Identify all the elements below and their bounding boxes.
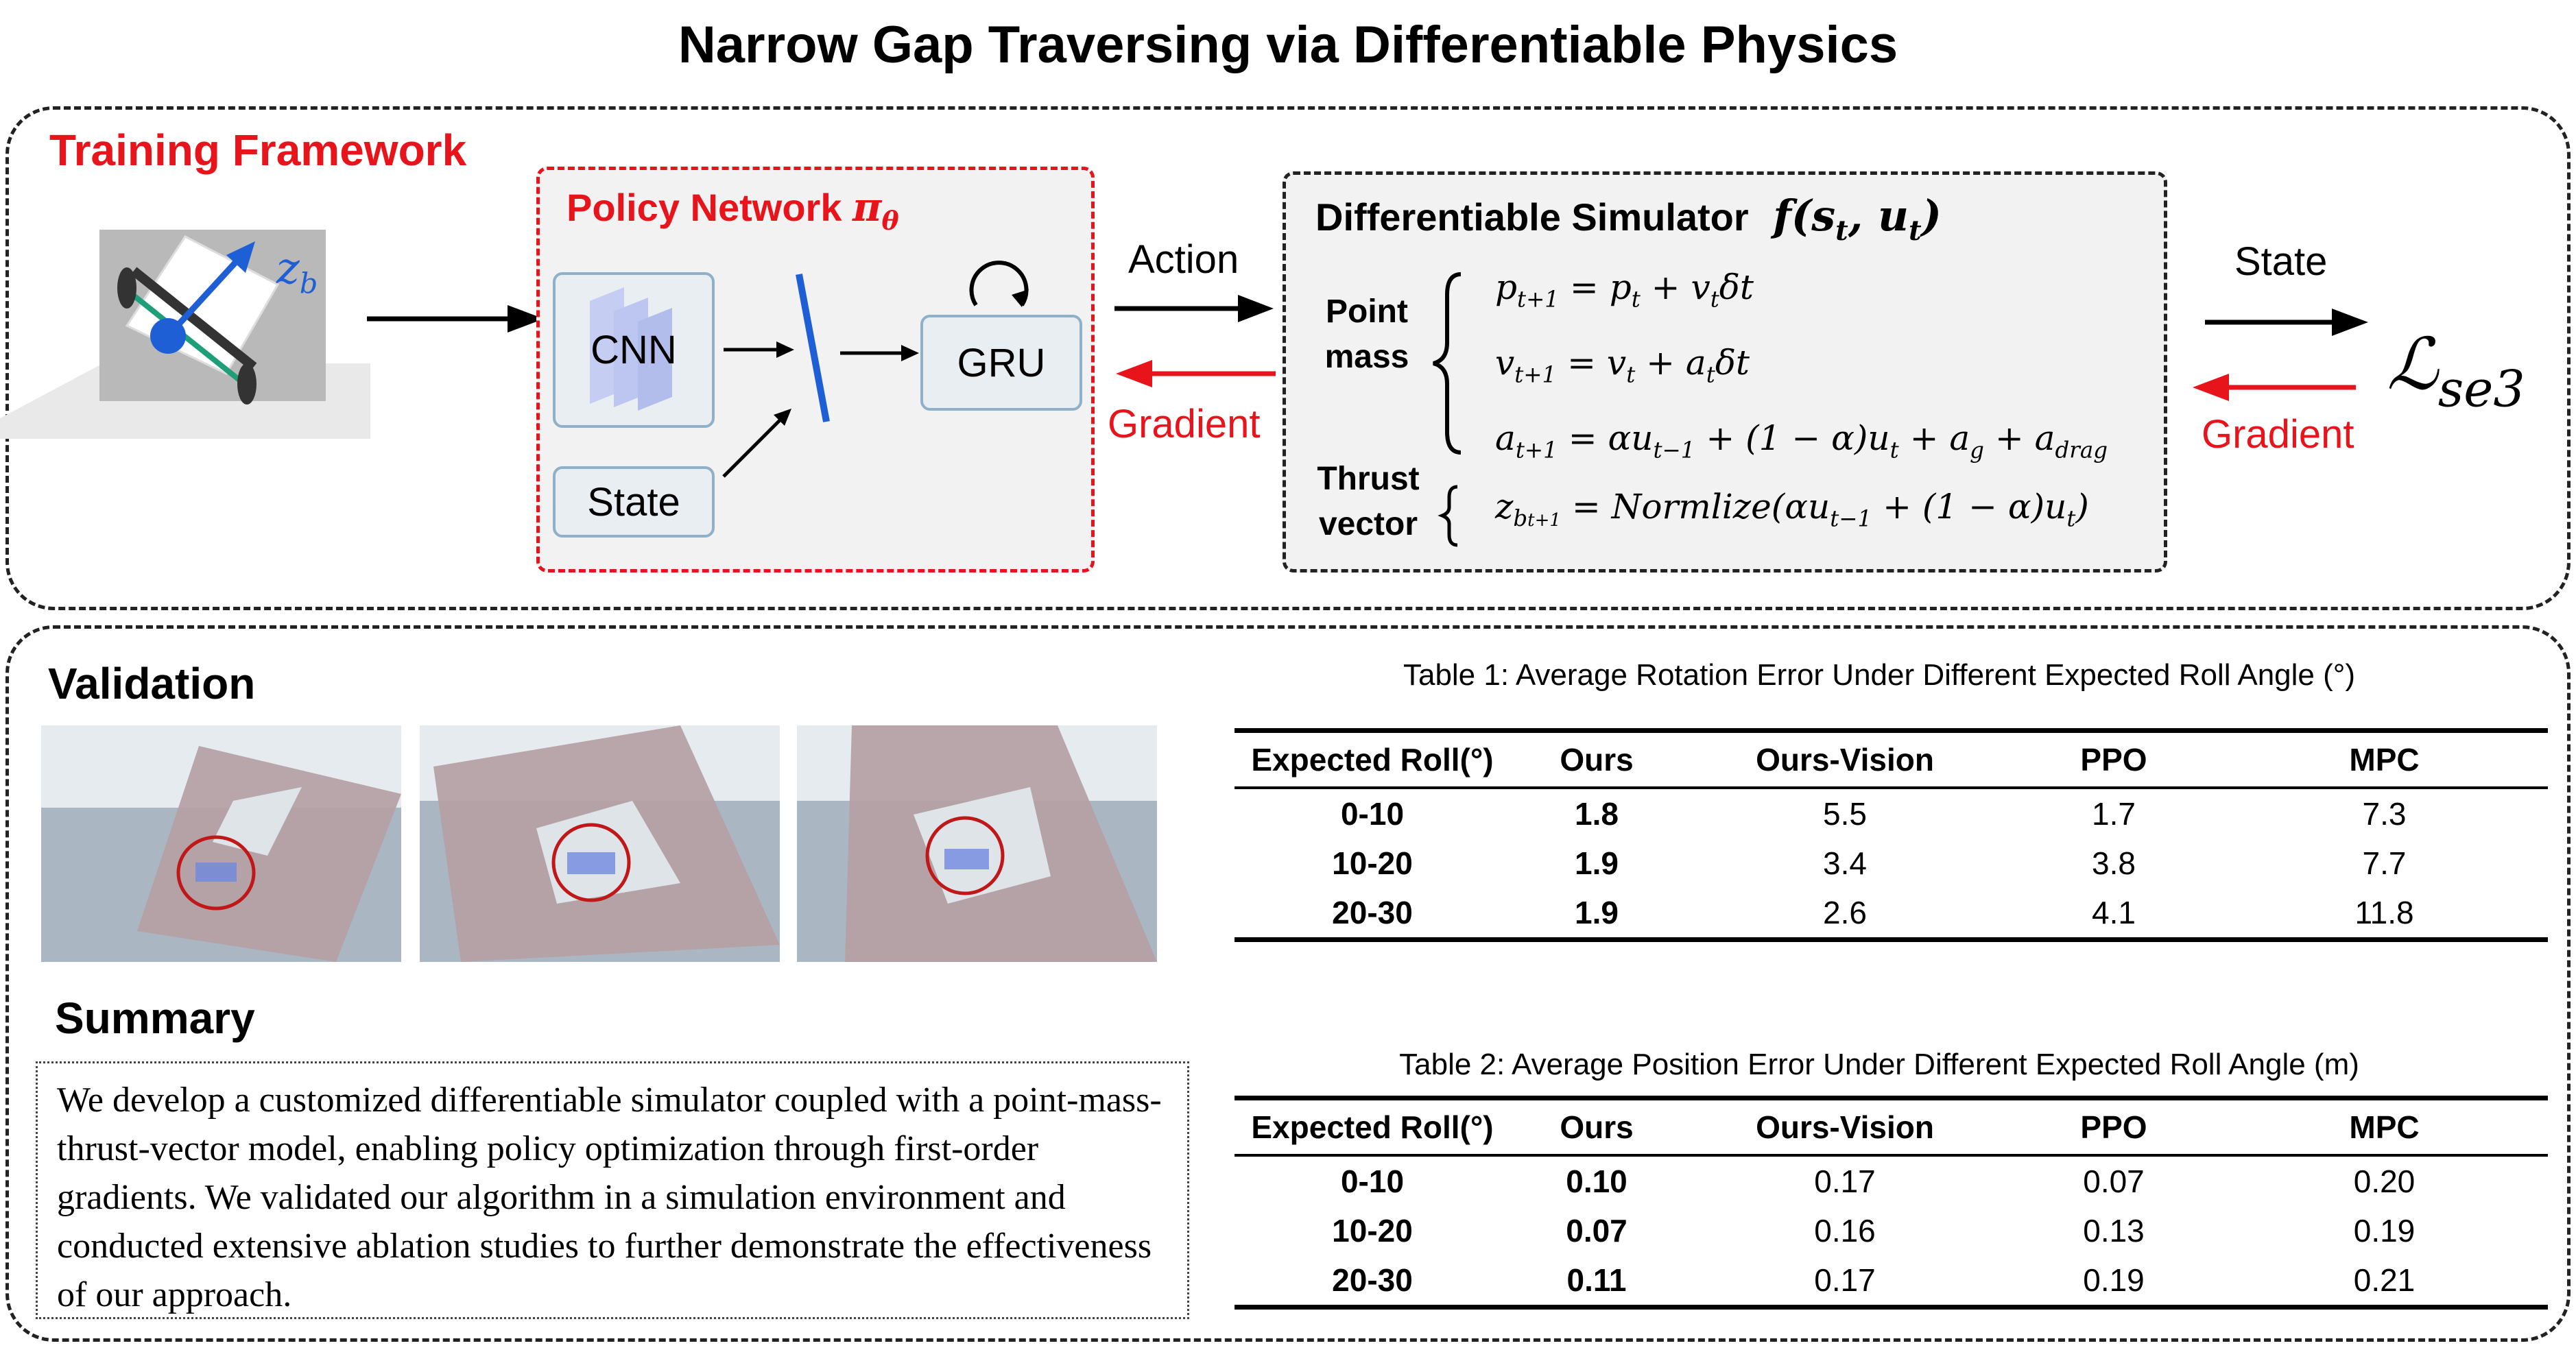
table-cell: 0.19 bbox=[2083, 1262, 2145, 1298]
action-arrow bbox=[1114, 291, 1276, 326]
table-cell: 0.13 bbox=[2083, 1213, 2145, 1249]
table2-header: MPC bbox=[2349, 1109, 2420, 1145]
table2-header-row bbox=[1235, 1098, 2548, 1156]
table1-header-row bbox=[1235, 731, 2548, 788]
table-cell: 20-30 bbox=[1332, 895, 1413, 930]
table-cell: 11.8 bbox=[2354, 895, 2414, 930]
equation-braces bbox=[1430, 267, 1471, 555]
cnn-label: CNN bbox=[591, 328, 677, 372]
loss-symbol: ℒ$_{se3}$ bbox=[2387, 322, 2525, 419]
arrow-input bbox=[367, 302, 545, 336]
state-arrow bbox=[2205, 305, 2370, 339]
table2 bbox=[1235, 1096, 2548, 1310]
action-label: Action bbox=[1128, 237, 1239, 282]
equation-acceleration: $a_{t+1} = \alpha u_{t-1} + (1 - \alpha)u_t + a_g + a_{drag}$ bbox=[1495, 418, 2108, 463]
thrust-vector-label: Thrust vector bbox=[1317, 461, 1420, 542]
table-cell: 0.19 bbox=[2353, 1213, 2416, 1249]
table2-header: Ours bbox=[1560, 1109, 1634, 1145]
table-cell: 5.5 bbox=[1823, 796, 1867, 832]
validation-heading: Validation bbox=[48, 659, 256, 708]
table2-caption: Table 2: Average Position Error Under Different Expected Roll Angle (m) bbox=[1399, 1048, 2359, 1081]
table-cell: 0.10 bbox=[1566, 1164, 1627, 1199]
gradient-label-right: Gradient bbox=[2202, 412, 2354, 457]
equation-thrust-vector: $z_{bt+1}$ = $Normlize(\alpha u_{t-1} + (1 - \alpha)u_t)$ bbox=[1495, 487, 2089, 532]
table-cell: 1.7 bbox=[2092, 796, 2136, 832]
table1-header: Ours-Vision bbox=[1756, 742, 1934, 778]
table-cell: 0-10 bbox=[1340, 1164, 1405, 1199]
gru-label: GRU bbox=[957, 340, 1046, 385]
gradient-arrow-left bbox=[1114, 357, 1276, 391]
table-cell: 4.1 bbox=[2092, 895, 2136, 930]
gru-recurrent-arrow bbox=[957, 240, 1046, 315]
table-cell: 7.3 bbox=[2362, 796, 2407, 832]
table-cell: 0.17 bbox=[1814, 1262, 1876, 1298]
table-cell: 10-20 bbox=[1332, 845, 1413, 881]
table-cell: 0-10 bbox=[1340, 796, 1405, 832]
table-cell: 3.8 bbox=[2092, 845, 2136, 881]
table2-header: Expected Roll(°) bbox=[1251, 1109, 1494, 1145]
table-row bbox=[1235, 1206, 2548, 1255]
table-row bbox=[1235, 888, 2548, 940]
table-cell: 0.07 bbox=[2083, 1164, 2145, 1199]
table-cell: 0.11 bbox=[1566, 1262, 1627, 1298]
table-cell: 20-30 bbox=[1332, 1262, 1413, 1298]
table1-caption: Table 1: Average Rotation Error Under Different Expected Roll Angle (°) bbox=[1403, 658, 2356, 692]
table-cell: 2.6 bbox=[1823, 895, 1867, 930]
gru-block bbox=[920, 315, 1082, 411]
table-cell: 0.07 bbox=[1566, 1213, 1627, 1249]
cnn-block bbox=[553, 272, 715, 428]
table-cell: 7.7 bbox=[2362, 845, 2407, 881]
table-cell: 0.17 bbox=[1814, 1164, 1876, 1199]
gradient-arrow-right bbox=[2191, 370, 2356, 405]
summary-heading: Summary bbox=[55, 993, 255, 1043]
table-cell: 1.9 bbox=[1575, 895, 1619, 930]
equation-position: $p_{t+1} = p_t + v_t\delta t$ bbox=[1495, 267, 1754, 313]
training-framework-heading: Training Framework bbox=[49, 125, 467, 175]
table-row bbox=[1235, 1255, 2548, 1307]
gradient-label-left: Gradient bbox=[1108, 402, 1261, 446]
table-cell: 0.16 bbox=[1814, 1213, 1876, 1249]
policy-internal-arrows bbox=[706, 243, 933, 531]
state-block bbox=[553, 466, 715, 538]
equation-velocity: $v_{t+1} = v_t + a_t\delta t$ bbox=[1495, 343, 1750, 388]
table-row bbox=[1235, 788, 2548, 839]
table-cell: 10-20 bbox=[1332, 1213, 1413, 1249]
table-row bbox=[1235, 1155, 2548, 1206]
table1-header: MPC bbox=[2349, 742, 2420, 778]
table-cell: 1.9 bbox=[1575, 845, 1619, 881]
table-cell: 0.20 bbox=[2353, 1164, 2416, 1199]
validation-image-2 bbox=[420, 725, 780, 962]
page-title: Narrow Gap Traversing via Differentiable Physics bbox=[678, 16, 1898, 74]
policy-network-title: Policy Network $\pi_\theta$ bbox=[567, 184, 899, 237]
point-mass-label: Point mass bbox=[1324, 293, 1409, 375]
table1-header: Expected Roll(°) bbox=[1251, 742, 1494, 778]
summary-text: We develop a customized differentiable simulator coupled with a point-mass-thrust-vector model, enabling policy optimization through first-order gradients. We validated our algorithm in a simulation environment and conducted extensive ablation studies to further demonstrate the effectiveness of our approach. bbox=[36, 1061, 1189, 1319]
table-cell: 0.21 bbox=[2353, 1262, 2416, 1298]
table-row bbox=[1235, 839, 2548, 888]
table-cell: 1.8 bbox=[1575, 796, 1619, 832]
table2-header: PPO bbox=[2080, 1109, 2147, 1145]
state-label: State bbox=[587, 479, 680, 525]
table2-header: Ours-Vision bbox=[1756, 1109, 1934, 1145]
table-cell: 3.4 bbox=[1823, 845, 1867, 881]
drone-z-axis-label: $z_b$ bbox=[276, 243, 318, 300]
table1 bbox=[1235, 728, 2548, 942]
validation-image-3 bbox=[797, 725, 1157, 962]
table1-header: PPO bbox=[2080, 742, 2147, 778]
validation-image-1 bbox=[41, 725, 401, 962]
state-output-label: State bbox=[2234, 239, 2328, 284]
simulator-title: Differentiable Simulator $f(s_t$, $u_t$) bbox=[1315, 191, 1942, 248]
table1-header: Ours bbox=[1560, 742, 1634, 778]
